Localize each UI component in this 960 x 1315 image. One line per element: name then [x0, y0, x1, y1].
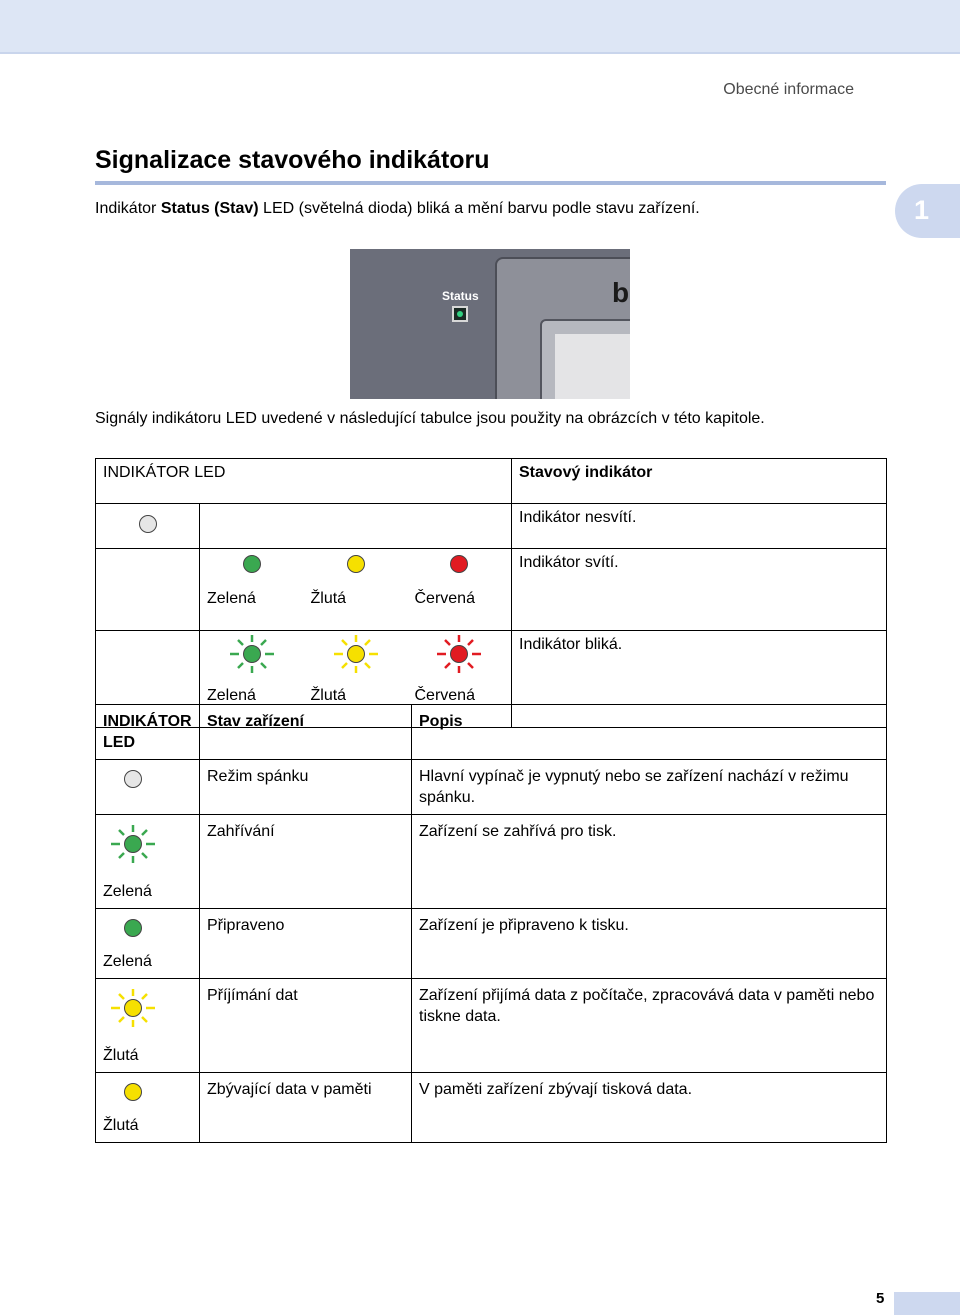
table-row: Zelená Zahřívání Zařízení se zahřívá pro tisk.	[96, 815, 887, 909]
legend-header-led: INDIKÁTOR LED	[96, 459, 512, 504]
legend-table	[95, 458, 887, 728]
led-yellow-blink-icon	[111, 989, 155, 1027]
led-green-blink-icon	[111, 825, 155, 863]
led-green-solid-icon	[124, 919, 142, 937]
status-header-led: INDIKÁTOR LED	[96, 705, 200, 760]
status-led-icon	[452, 306, 468, 322]
printer-panel-photo	[350, 249, 630, 399]
status-header-desc: Popis	[412, 705, 887, 760]
led-green-solid-icon	[243, 555, 261, 573]
legend-color-green-blink: Zelená	[200, 681, 304, 728]
led-green-blink-icon	[230, 635, 274, 673]
led-color-label: Zelená	[103, 953, 152, 970]
table-row: Žlutá Zbývající data v paměti V paměti zařízení zbývají tisková data.	[96, 1073, 887, 1143]
intro-paragraph: Indikátor Status (Stav) LED (světelná dioda) bliká a mění barvu podle stavu zařízení.	[95, 200, 700, 217]
table-row: Žlutá Příjímání dat Zařízení přijímá data z počítače, zpracovává data v paměti nebo tiskne data.	[96, 979, 887, 1073]
title-underline	[95, 181, 886, 185]
led-yellow-blink-icon	[334, 635, 378, 673]
page-title: Signalizace stavového indikátoru	[95, 146, 490, 174]
status-table	[95, 704, 887, 1143]
legend-on-text: Indikátor svítí.	[512, 549, 887, 631]
status-header-state: Stav zařízení	[200, 705, 412, 760]
led-color-label: Zelená	[103, 883, 152, 900]
intro-bold-term: Status (Stav)	[160, 200, 259, 217]
led-off-icon	[124, 770, 142, 788]
led-yellow-solid-icon	[124, 1083, 142, 1101]
legend-header-status: Stavový indikátor	[512, 459, 887, 504]
table-row: Režim spánku Hlavní vypínač je vypnutý nebo se zařízení nachází v režimu spánku.	[96, 760, 887, 815]
status-label: Status	[442, 289, 479, 303]
legend-color-red-blink: Červená	[408, 681, 512, 728]
brand-logo-partial: b	[612, 277, 630, 308]
legend-color-green: Zelená	[200, 584, 304, 631]
legend-intro: Signály indikátoru LED uvedené v následující tabulce jsou použity na obrázcích v této kapitole.	[95, 410, 765, 427]
legend-color-yellow-blink: Žlutá	[304, 681, 408, 728]
led-color-label: Žlutá	[103, 1117, 139, 1134]
page-tab	[894, 1292, 960, 1315]
page-number: 5	[876, 1290, 885, 1307]
led-red-solid-icon	[450, 555, 468, 573]
led-off-icon	[139, 515, 157, 533]
led-color-label: Žlutá	[103, 1047, 139, 1064]
legend-blink-text: Indikátor bliká.	[512, 631, 887, 728]
legend-color-yellow: Žlutá	[304, 584, 408, 631]
chapter-number: 1	[914, 195, 930, 225]
top-band	[0, 0, 960, 54]
table-row: Zelená Připraveno Zařízení je připraveno k tisku.	[96, 909, 887, 979]
led-red-blink-icon	[437, 635, 481, 673]
legend-off-text: Indikátor nesvítí.	[512, 504, 887, 549]
led-yellow-solid-icon	[347, 555, 365, 573]
running-header: Obecné informace	[723, 81, 854, 98]
legend-color-red: Červená	[408, 584, 512, 631]
